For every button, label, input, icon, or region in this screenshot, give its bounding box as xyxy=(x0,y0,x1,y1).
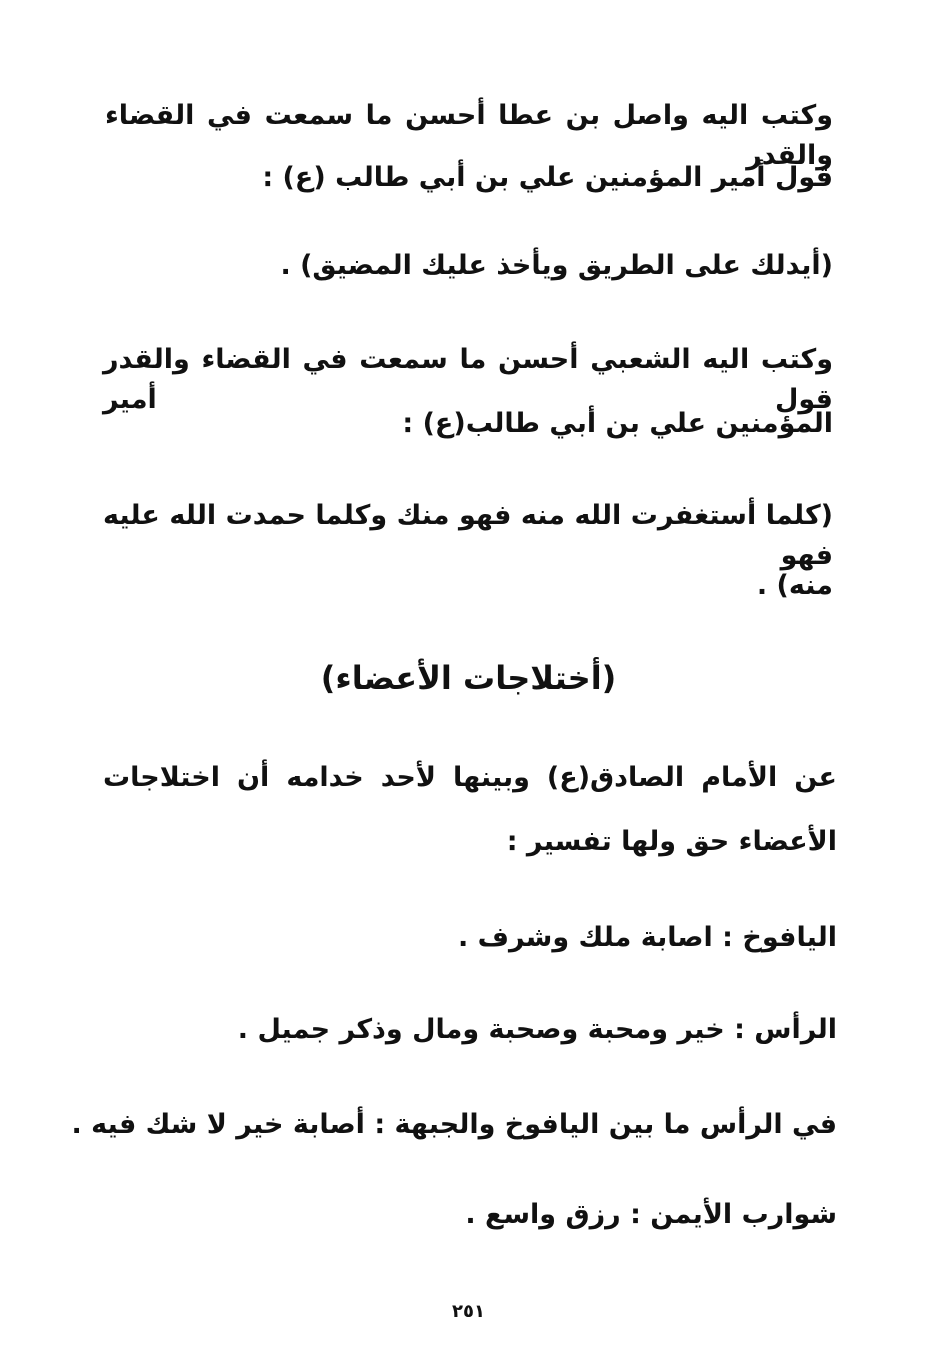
paragraph-line: عن الأمام الصادق(ع) وبينها لأحد خدامه أن اختلاجات xyxy=(103,762,837,793)
paragraph-line: المؤمنين علي بن أبي طالب(ع) : xyxy=(402,408,833,439)
page-number: ٢٥١ xyxy=(452,1301,485,1322)
list-item: الرأس : خير ومحبة وصحبة ومال وذكر جميل . xyxy=(237,1014,837,1045)
list-item: في الرأس ما بين اليافوخ والجبهة : أصابة خير لا شك فيه . xyxy=(71,1109,837,1140)
quote-line: منه) . xyxy=(756,570,833,601)
paragraph-line: وكتب اليه واصل بن عطا أحسن ما سمعت في القضاء والقدر xyxy=(105,100,833,171)
list-item: شوارب الأيمن : رزق واسع . xyxy=(465,1199,837,1230)
paragraph-line: الأعضاء حق ولها تفسير : xyxy=(506,826,837,857)
quote-line: (أيدلك على الطريق ويأخذ عليك المضيق) . xyxy=(280,250,833,281)
section-heading: (أختلاجات الأعضاء) xyxy=(320,659,617,697)
quote-line: (كلما أستغفرت الله منه فهو منك وكلما حمدت الله عليه فهو xyxy=(103,500,833,571)
paragraph-line: وكتب اليه الشعبي أحسن ما سمعت في القضاء والقدر قول أمير xyxy=(103,344,833,415)
list-item: اليافوخ : اصابة ملك وشرف . xyxy=(457,922,837,953)
paragraph-line: قول أمير المؤمنين علي بن أبي طالب (ع) : xyxy=(262,162,833,193)
